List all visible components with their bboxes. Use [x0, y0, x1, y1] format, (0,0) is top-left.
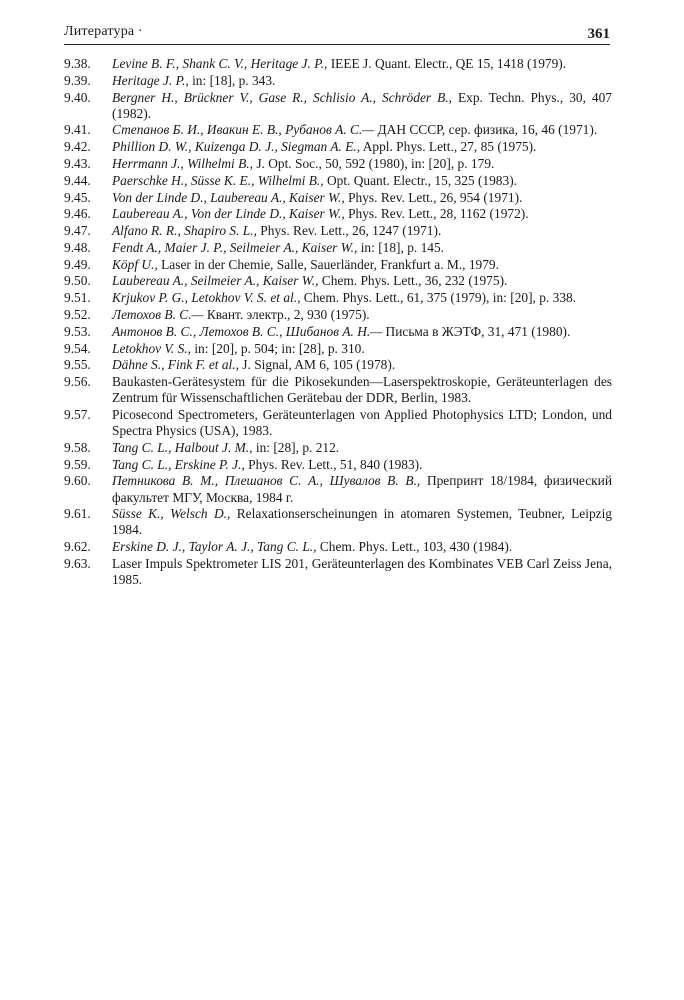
- reference-authors: Летохов В. С.—: [112, 307, 204, 323]
- reference-authors: Dähne S., Fink F. et al.,: [112, 357, 239, 373]
- reference-source: in: [28], p. 212.: [252, 439, 340, 455]
- reference-number: 9.39.: [64, 72, 91, 88]
- reference-source: Exp. Techn. Phys., 30, 407 (1982).: [112, 89, 612, 121]
- reference-item: [64, 556, 612, 588]
- reference-item: [64, 206, 612, 222]
- reference-authors: Krjukov P. G., Letokhov V. S. et al.,: [112, 290, 301, 306]
- reference-number: 9.62.: [64, 539, 91, 555]
- reference-source: Phys. Rev. Lett., 26, 954 (1971).: [344, 189, 523, 205]
- reference-item: [64, 440, 612, 456]
- reference-authors: Tang C. L., Erskine P. J.,: [112, 456, 245, 472]
- reference-source: ДАН СССР, сер. физика, 16, 46 (1971).: [374, 122, 598, 138]
- reference-number: 9.59.: [64, 456, 91, 472]
- reference-source: Baukasten-Gerätesystem für die Pikosekunden—Laserspektroskopie, Geräteunterlagen des Zentrum für Wissenschaftlichen Gerätebau der DDR, Berlin, 1983.: [112, 374, 612, 406]
- reference-number: 9.41.: [64, 122, 91, 138]
- running-head: Литература ·: [64, 24, 143, 39]
- reference-source: Письма в ЖЭТФ, 31, 471 (1980).: [382, 323, 571, 339]
- reference-authors: Laubereau A., Von der Linde D., Kaiser W.,: [112, 206, 345, 222]
- reference-item: [64, 190, 612, 206]
- reference-number: 9.51.: [64, 290, 91, 306]
- reference-number: 9.47.: [64, 223, 91, 239]
- reference-authors: Bergner H., Brückner V., Gase R., Schlisio A., Schröder B.,: [112, 89, 452, 105]
- reference-item: [64, 324, 612, 340]
- reference-source: Relaxationserscheinungen in atomaren Systemen, Teubner, Leipzig 1984.: [112, 506, 612, 538]
- reference-item: [64, 240, 612, 256]
- reference-item: [64, 90, 612, 122]
- reference-source: Phys. Rev. Lett., 26, 1247 (1971).: [256, 223, 442, 239]
- reference-number: 9.57.: [64, 407, 91, 423]
- reference-number: 9.52.: [64, 307, 91, 323]
- reference-authors: Letokhov V. S.,: [112, 340, 191, 356]
- page-header: [64, 22, 610, 46]
- reference-list: [64, 56, 612, 589]
- reference-source: Opt. Quant. Electr., 15, 325 (1983).: [323, 172, 517, 188]
- reference-authors: Heritage J. P.,: [112, 72, 189, 88]
- reference-item: [64, 539, 612, 555]
- reference-number: 9.60.: [64, 473, 91, 489]
- reference-source: Picosecond Spectrometers, Geräteunterlagen von Applied Photophysics LTD; London, und Spectra Physics (USA), 1983.: [112, 407, 612, 439]
- reference-source: J. Signal, AM 6, 105 (1978).: [238, 357, 396, 373]
- reference-item: [64, 257, 612, 273]
- reference-authors: Антонов В. С., Летохов В. С., Шибанов А. Н.—: [112, 323, 383, 339]
- reference-authors: Laubereau A., Seilmeier A., Kaiser W.,: [112, 273, 319, 289]
- reference-number: 9.54.: [64, 340, 91, 356]
- reference-item: [64, 56, 612, 72]
- reference-authors: Paerschke H., Süsse K. E., Wilhelmi B.,: [112, 172, 324, 188]
- reference-item: [64, 223, 612, 239]
- reference-authors: Von der Linde D., Laubereau A., Kaiser W.,: [112, 189, 345, 205]
- reference-source: in: [20], p. 504; in: [28], p. 310.: [190, 340, 365, 356]
- reference-authors: Fendt A., Maier J. P., Seilmeier A., Kaiser W.,: [112, 239, 358, 255]
- reference-authors: Erskine D. J., Taylor A. J., Tang C. L.,: [112, 539, 317, 555]
- reference-number: 9.40.: [64, 89, 91, 105]
- reference-number: 9.56.: [64, 374, 91, 390]
- header-rule: [64, 44, 610, 45]
- reference-authors: Herrmann J., Wilhelmi B.,: [112, 156, 253, 171]
- reference-authors: Tang C. L., Halbout J. M.,: [112, 439, 253, 455]
- reference-item: [64, 307, 612, 323]
- reference-number: 9.45.: [64, 189, 91, 205]
- reference-item: [64, 473, 612, 505]
- reference-authors: Alfano R. R., Shapiro S. L.,: [112, 223, 257, 239]
- reference-source: IEEE J. Quant. Electr., QE 15, 1418 (1979).: [327, 56, 567, 71]
- reference-source: Chem. Phys. Lett., 36, 232 (1975).: [318, 273, 508, 289]
- reference-source: Phys. Rev. Lett., 51, 840 (1983).: [244, 456, 423, 472]
- reference-authors: Phillion D. W., Kuizenga D. J., Siegman A. E.,: [112, 139, 361, 155]
- reference-number: 9.43.: [64, 156, 91, 171]
- reference-authors: Степанов Б. И., Ивакин Е. В., Рубанов А. С.—: [112, 122, 375, 138]
- reference-item: [64, 357, 612, 373]
- reference-item: [64, 506, 612, 538]
- reference-source: Laser in der Chemie, Salle, Sauerländer, Frankfurt a. M., 1979.: [157, 256, 499, 272]
- reference-item: [64, 407, 612, 439]
- reference-number: 9.63.: [64, 556, 91, 571]
- reference-number: 9.55.: [64, 357, 91, 373]
- reference-source: Appl. Phys. Lett., 27, 85 (1975).: [360, 139, 537, 155]
- reference-source: J. Opt. Soc., 50, 592 (1980), in: [20], p. 179.: [252, 156, 495, 171]
- reference-authors: Süsse K., Welsch D.,: [112, 506, 231, 522]
- reference-item: [64, 139, 612, 155]
- page-number: 361: [587, 26, 610, 42]
- reference-item: [64, 374, 612, 406]
- reference-item: [64, 341, 612, 357]
- reference-number: 9.58.: [64, 439, 91, 455]
- reference-item: [64, 290, 612, 306]
- reference-item: [64, 273, 612, 289]
- reference-item: [64, 73, 612, 89]
- reference-source: Laser Impuls Spektrometer LIS 201, Geräteunterlagen des Kombinates VEB Carl Zeiss Jena, 1985.: [112, 556, 612, 588]
- reference-item: [64, 122, 612, 138]
- reference-item: [64, 156, 612, 172]
- reference-authors: Петникова В. М., Плешанов С. А., Шувалов В. В.,: [112, 473, 421, 489]
- reference-number: 9.46.: [64, 206, 91, 222]
- reference-number: 9.50.: [64, 273, 91, 289]
- reference-source: in: [18], p. 343.: [188, 72, 276, 88]
- reference-number: 9.44.: [64, 172, 91, 188]
- reference-authors: Köpf U.,: [112, 256, 158, 272]
- reference-number: 9.61.: [64, 506, 91, 522]
- reference-source: Квант. электр., 2, 930 (1975).: [203, 307, 370, 323]
- reference-number: 9.42.: [64, 139, 91, 155]
- reference-number: 9.53.: [64, 323, 91, 339]
- reference-number: 9.48.: [64, 239, 91, 255]
- reference-item: [64, 173, 612, 189]
- reference-source: Препринт 18/1984, физический факультет МГУ, Москва, 1984 г.: [112, 473, 612, 505]
- reference-item: [64, 457, 612, 473]
- reference-source: in: [18], p. 145.: [357, 239, 445, 255]
- reference-number: 9.38.: [64, 56, 91, 71]
- reference-source: Chem. Phys. Lett., 61, 375 (1979), in: [20], p. 338.: [300, 290, 577, 306]
- reference-authors: Levine B. F., Shank C. V., Heritage J. P.,: [112, 56, 328, 71]
- reference-number: 9.49.: [64, 256, 91, 272]
- reference-source: Chem. Phys. Lett., 103, 430 (1984).: [316, 539, 513, 555]
- reference-source: Phys. Rev. Lett., 28, 1162 (1972).: [344, 206, 529, 222]
